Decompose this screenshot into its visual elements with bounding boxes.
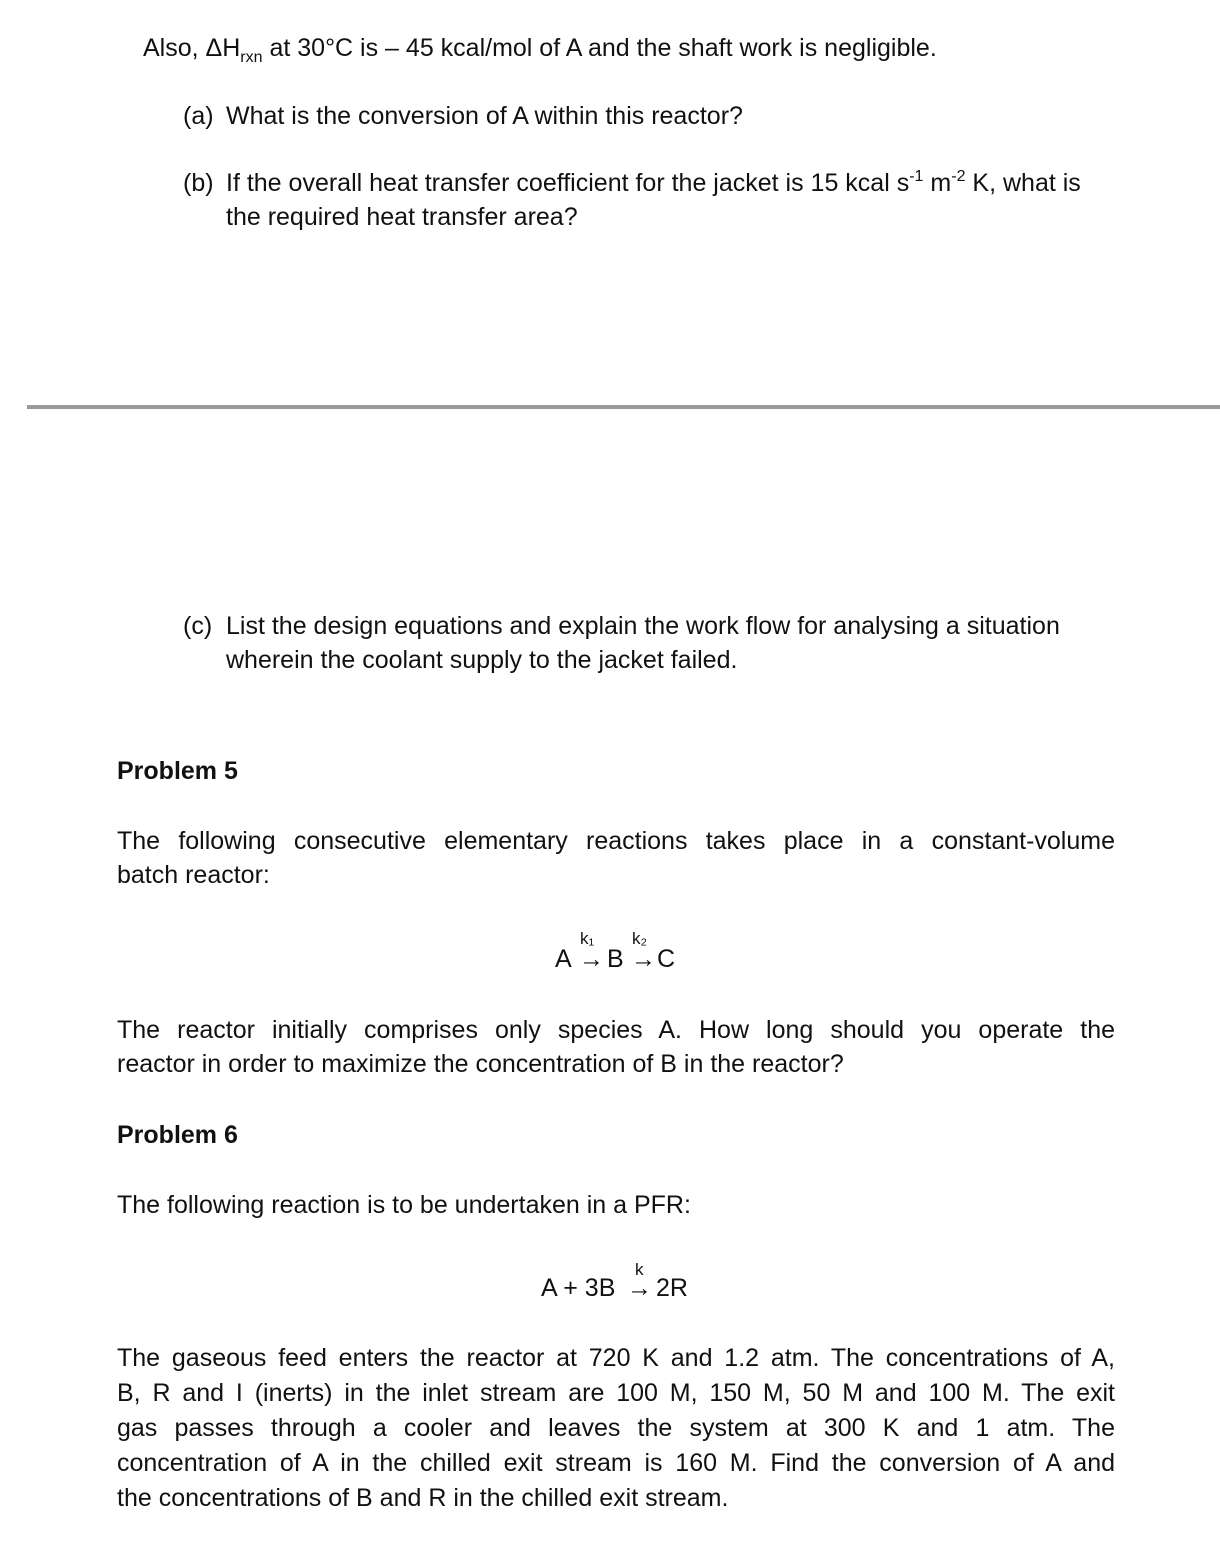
question-c [183, 609, 1107, 643]
species-b: B [607, 945, 624, 973]
intro-subscript: rxn [240, 49, 263, 66]
intro-prefix: Also, ΔH [143, 34, 241, 62]
intro-line [143, 31, 937, 65]
problem-6-para2-line5: the concentrations of B and R in the chilled exit stream. [117, 1484, 729, 1512]
question-b [183, 166, 1081, 200]
question-a [183, 99, 743, 133]
reaction-arrow: → [627, 1274, 652, 1302]
problem-5-para2-line1: The reactor initially comprises only species A. How long should you operate the [117, 1016, 1115, 1044]
question-b-line2: the required heat transfer area? [226, 203, 578, 231]
reaction-rhs: 2R [656, 1274, 688, 1302]
question-b-text-end: K, what is [965, 169, 1081, 197]
intro-suffix: at 30°C is – 45 kcal/mol of A and the shaft work is negligible. [262, 34, 937, 62]
question-c-label: (c) [183, 612, 213, 640]
question-b-text-start: If the overall heat transfer coefficient for the jacket is 15 kcal s [226, 169, 910, 197]
rate-constant-k: k [635, 1260, 644, 1279]
question-b-text-mid: m [923, 169, 952, 197]
page-divider [27, 405, 1220, 409]
reaction-equation-6 [541, 1260, 701, 1305]
question-b-sup2: -2 [951, 168, 966, 185]
question-a-text: What is the conversion of A within this reactor? [226, 102, 743, 130]
problem-5-para2-line2: reactor in order to maximize the concentration of B in the reactor? [117, 1050, 844, 1078]
species-c: C [657, 945, 676, 973]
question-b-sup1: -1 [909, 168, 924, 185]
reaction-arrow-1: → [579, 945, 604, 973]
problem-6-para2-line2: B, R and I (inerts) in the inlet stream are 100 M, 150 M, 50 M and 100 M. The exit [117, 1379, 1115, 1407]
problem-5-heading: Problem 5 [117, 757, 238, 785]
problem-6-para2-line4: concentration of A in the chilled exit stream is 160 M. Find the conversion of A and [117, 1449, 1115, 1477]
question-a-label: (a) [183, 102, 214, 130]
question-c-line1: List the design equations and explain the work flow for analysing a situation [226, 612, 1060, 640]
question-c-line2: wherein the coolant supply to the jacket failed. [226, 646, 738, 674]
problem-5-para1-line2: batch reactor: [117, 861, 270, 889]
reaction-equation-5 [555, 929, 685, 976]
rate-constant-k1: k₁ [580, 929, 595, 948]
reaction-lhs: A + 3B [541, 1274, 616, 1302]
question-b-label: (b) [183, 169, 214, 197]
problem-6-heading: Problem 6 [117, 1121, 238, 1149]
reaction-arrow-2: → [631, 945, 656, 973]
species-a: A [555, 945, 572, 973]
problem-5-para1-line1: The following consecutive elementary reactions takes place in a constant-volume [117, 827, 1115, 855]
rate-constant-k2: k₂ [632, 929, 648, 948]
problem-6-para1: The following reaction is to be undertaken in a PFR: [117, 1191, 691, 1219]
problem-6-para2-line1: The gaseous feed enters the reactor at 720 K and 1.2 atm. The concentrations of A, [117, 1344, 1115, 1372]
problem-6-para2-line3: gas passes through a cooler and leaves the system at 300 K and 1 atm. The [117, 1414, 1115, 1442]
